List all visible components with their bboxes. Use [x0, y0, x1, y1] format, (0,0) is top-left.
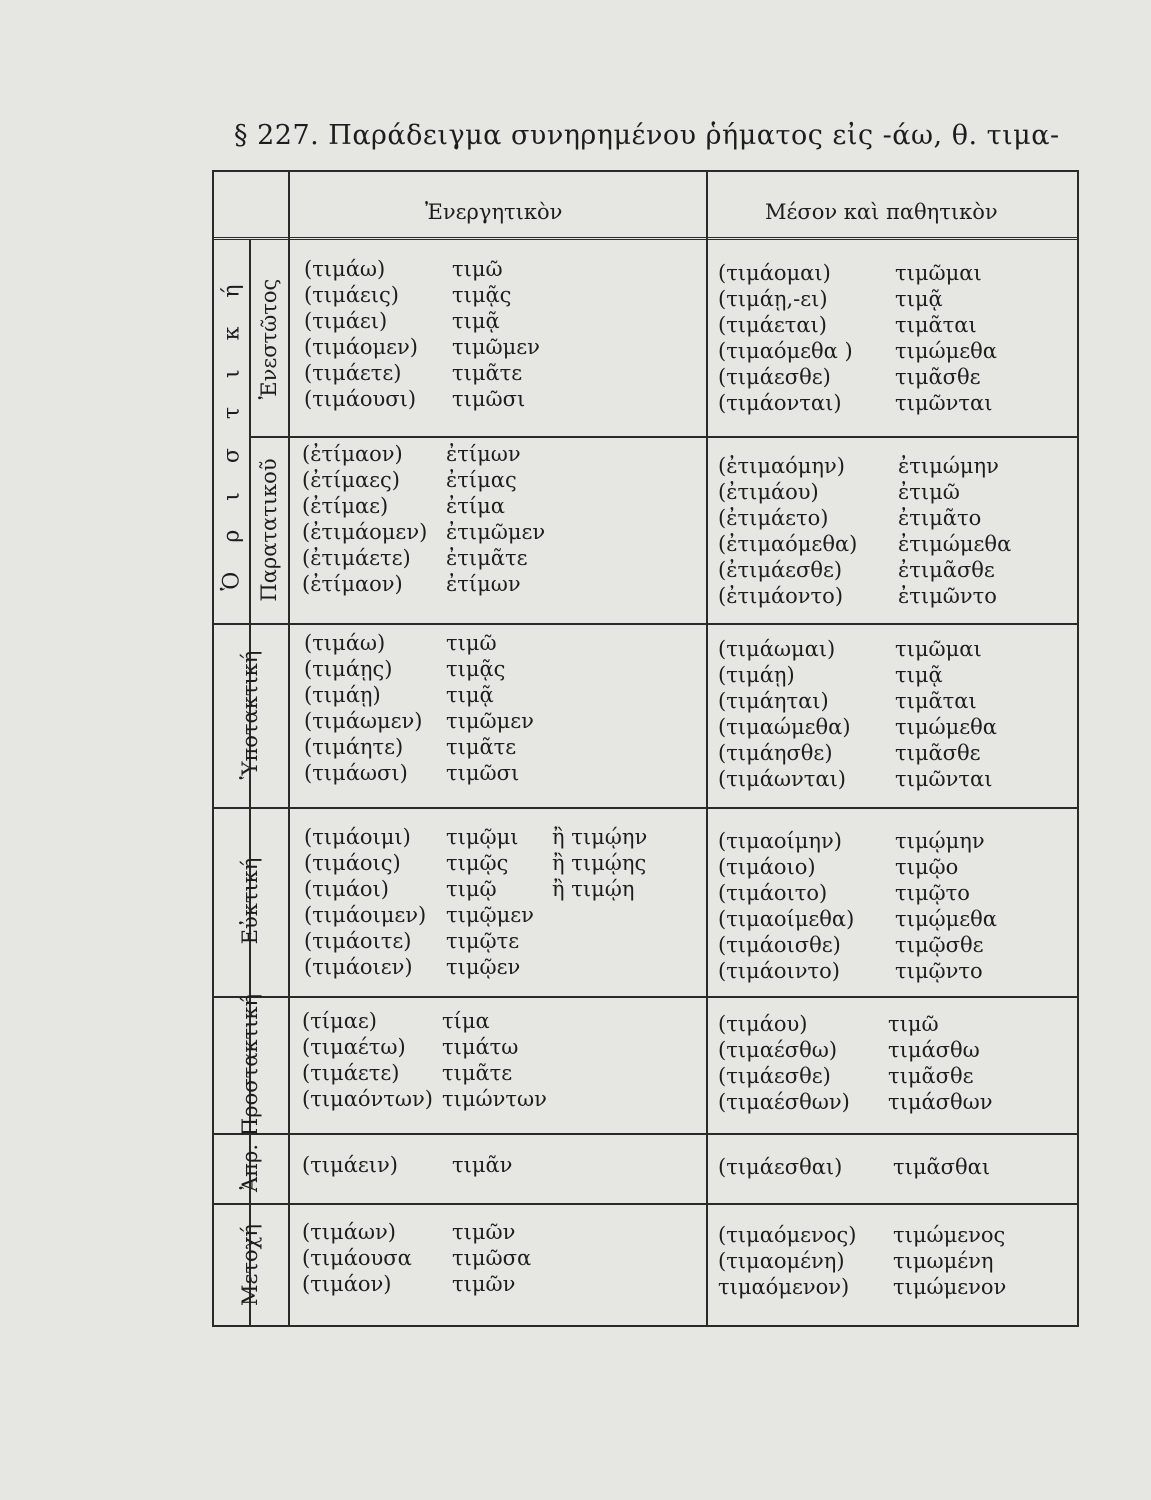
imperfect-active-contracted: ἐτίμων ἐτίμας ἐτίμα ἐτιμῶμεν ἐτιμᾶτε ἐτίμων [446, 442, 546, 596]
participle-active-contracted: τιμῶν τιμῶσα τιμῶν [452, 1220, 532, 1296]
optative-middle-contracted: τιμῴμην τιμῷο τιμῷτο τιμῴμεθα τιμῷσθε τιμῷντο [895, 829, 997, 983]
subjunctive-middle-uncontracted: (τιμάωμαι) (τιμάῃ) (τιμάηται) (τιμαώμεθα) (τιμάησθε) (τιμάωνται) [718, 637, 851, 791]
mood-label-subjunctive: Ὑποτακτική [238, 650, 262, 780]
imperative-active-uncontracted: (τίμαε) (τιμαέτω) (τιμάετε) (τιμαόντων) [302, 1009, 433, 1111]
infinitive-active-uncontracted: (τιμάειν) [302, 1153, 398, 1177]
row-divider-indicative-subjunctive [212, 623, 1079, 625]
subjunctive-middle-contracted: τιμῶμαι τιμᾷ τιμᾶται τιμώμεθα τιμᾶσθε τιμῶνται [895, 637, 997, 791]
tense-label-present: Ἐνεστῶτος [257, 278, 281, 400]
row-divider-imperative-infinitive [212, 1133, 1079, 1135]
imperfect-active-uncontracted: (ἐτίμαον) (ἐτίμαες) (ἐτίμαε) (ἐτιμάομεν) (ἐτιμάετε) (ἐτίμαον) [302, 442, 428, 596]
row-divider-subjunctive-optative [212, 807, 1079, 809]
optative-active-contracted: τιμῷμι τιμῷς τιμῷ τιμῷμεν τιμῷτε τιμῷεν [446, 825, 534, 979]
page-title: § 227. Παράδειγμα συνηρημένου ῥήματος εἰς -άω, θ. τιμα- [234, 120, 1060, 151]
mood-label-infinitive: Ἀπρ. [238, 1144, 262, 1192]
infinitive-middle-uncontracted: (τιμάεσθαι) [718, 1155, 843, 1179]
present-middle-uncontracted: (τιμάομαι) (τιμάῃ,-ει) (τιμάεται) (τιμαόμεθα ) (τιμάεσθε) (τιμάονται) [718, 261, 853, 415]
participle-active-uncontracted: (τιμάων) (τιμάουσα (τιμάον) [302, 1220, 412, 1296]
middle-voice-header: Μέσον καὶ παθητικὸν [765, 200, 998, 224]
present-active-contracted: τιμῶ τιμᾷς τιμᾷ τιμῶμεν τιμᾶτε τιμῶσι [452, 257, 540, 411]
active-voice-header: Ἐνεργητικὸν [425, 200, 563, 224]
optative-active-uncontracted: (τιμάοιμι) (τιμάοις) (τιμάοι) (τιμάοιμεν) (τιμάοιτε) (τιμάοιεν) [304, 825, 427, 979]
subjunctive-active-contracted: τιμῶ τιμᾷς τιμᾷ τιμῶμεν τιμᾶτε τιμῶσι [446, 631, 534, 785]
row-divider-infinitive-participle [212, 1203, 1079, 1205]
subjunctive-active-uncontracted: (τιμάω) (τιμάῃς) (τιμάῃ) (τιμάωμεν) (τιμάητε) (τιμάωσι) [304, 631, 423, 785]
optative-active-alternate: ἢ τιμῴην ἢ τιμῴης ἢ τιμῴη [552, 825, 648, 901]
imperative-middle-contracted: τιμῶ τιμάσθω τιμᾶσθε τιμάσθων [888, 1012, 993, 1114]
row-divider-optative-imperative [212, 996, 1079, 998]
mood-label-optative: Εὐκτική [238, 857, 262, 945]
tense-column-divider [288, 171, 290, 1327]
mood-label-participle: Μετοχή [238, 1224, 262, 1306]
optative-middle-uncontracted: (τιμαοίμην) (τιμάοιο) (τιμάοιτο) (τιμαοίμεθα) (τιμάοισθε) (τιμάοιντο) [718, 829, 855, 983]
imperfect-middle-uncontracted: (ἐτιμαόμην) (ἐτιμάου) (ἐτιμάετο) (ἐτιμαόμεθα) (ἐτιμάεσθε) (ἐτιμάοντο) [718, 454, 858, 608]
mood-label-imperative: Προστακτική [238, 993, 262, 1137]
present-middle-contracted: τιμῶμαι τιμᾷ τιμᾶται τιμώμεθα τιμᾶσθε τιμῶνται [895, 261, 997, 415]
imperative-middle-uncontracted: (τιμάου) (τιμαέσθω) (τιμάεσθε) (τιμαέσθων) [718, 1012, 850, 1114]
participle-middle-uncontracted: (τιμαόμενος) (τιμαομένη) τιμαόμενον) [718, 1223, 857, 1299]
infinitive-middle-contracted: τιμᾶσθαι [893, 1155, 991, 1179]
mood-label-indicative: Ὁ ρ ι σ τ ι κ ή [219, 273, 245, 591]
voice-column-divider [706, 171, 708, 1327]
imperative-active-contracted: τίμα τιμάτω τιμᾶτε τιμώντων [442, 1009, 547, 1111]
tense-label-imperfect: Παρατατικοῦ [257, 458, 281, 602]
infinitive-active-contracted: τιμᾶν [452, 1153, 513, 1177]
imperfect-middle-contracted: ἐτιμώμην ἐτιμῶ ἐτιμᾶτο ἐτιμώμεθα ἐτιμᾶσθε ἐτιμῶντο [898, 454, 1012, 608]
row-divider-present-imperfect [249, 436, 1079, 438]
participle-middle-contracted: τιμώμενος τιμωμένη τιμώμενον [893, 1223, 1007, 1299]
present-active-uncontracted: (τιμάω) (τιμάεις) (τιμάει) (τιμάομεν) (τιμάετε) (τιμάουσι) [304, 257, 419, 411]
